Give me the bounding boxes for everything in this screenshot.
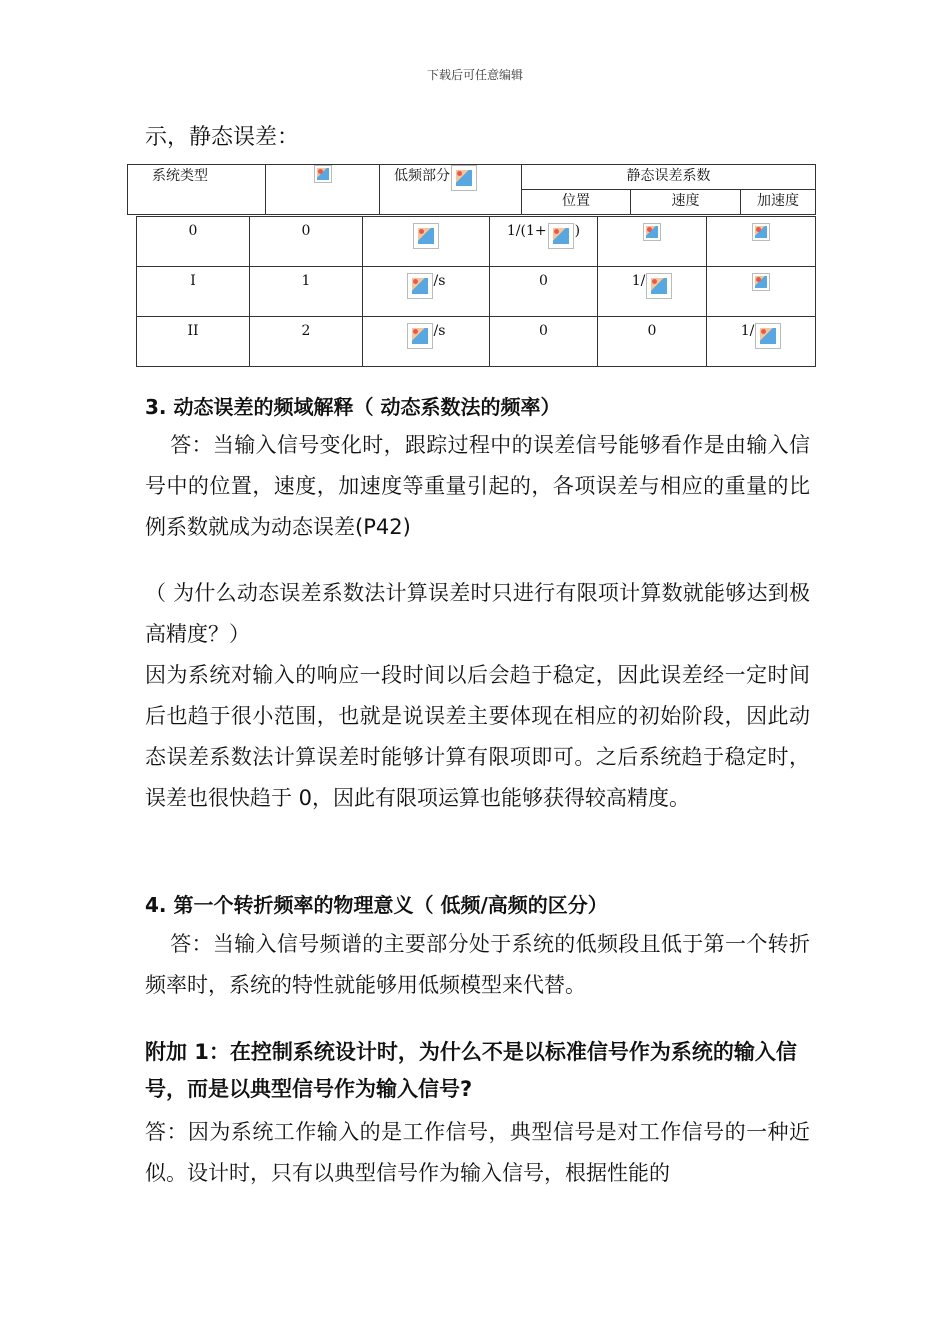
section-3-heading: 3. 动态误差的频域解释（ 动态系数法的频率） xyxy=(145,395,561,419)
header-low-freq: 低频部分 xyxy=(380,165,522,215)
table-row xyxy=(137,217,816,267)
appendix-1-answer: 答：因为系统工作输入的是工作信号，典型信号是对工作信号的一种近似。设计时，只有以典型信号作为输入信号，根据性能的 xyxy=(145,1120,810,1185)
cell-type: 0 xyxy=(137,217,250,267)
broken-image-icon xyxy=(752,223,770,241)
broken-image-icon xyxy=(407,273,433,299)
error-table-header xyxy=(127,164,816,215)
cell-type: II xyxy=(137,317,250,367)
broken-image-icon xyxy=(548,223,574,249)
cell-order: 1 xyxy=(250,267,363,317)
cell-type: I xyxy=(137,267,250,317)
cell-position: 0 xyxy=(490,267,598,317)
section-4-heading: 4. 第一个转折频率的物理意义（ 低频/高频的区分） xyxy=(145,893,608,917)
broken-image-icon xyxy=(314,165,332,183)
header-position: 位置 xyxy=(522,190,631,215)
cell-acceleration xyxy=(707,217,816,267)
header-order-cell xyxy=(266,165,380,215)
cell-order: 0 xyxy=(250,217,363,267)
cell-position: 0 xyxy=(490,317,598,367)
broken-image-icon xyxy=(646,273,672,299)
header-velocity: 速度 xyxy=(631,190,741,215)
appendix-1-heading: 附加 1：在控制系统设计时，为什么不是以标准信号作为系统的输入信号，而是以典型信号作为输入信号? xyxy=(145,1040,797,1101)
section-4-answer: 答：当输入信号频谱的主要部分处于系统的低频段且低于第一个转折频率时，系统的特性就能够用低频模型来代替。 xyxy=(145,932,810,997)
cell-order: 2 xyxy=(250,317,363,367)
cell-velocity: 0 xyxy=(598,317,707,367)
cell-acceleration: 1/ xyxy=(707,317,816,367)
cell-velocity xyxy=(598,217,707,267)
page-header: 下载后可任意编辑 xyxy=(426,68,523,82)
broken-image-icon xyxy=(407,323,433,349)
header-system-type: 系统类型 xyxy=(128,165,266,215)
table-row xyxy=(137,267,816,317)
section-3-explanation: 因为系统对输入的响应一段时间以后会趋于稳定，因此误差经一定时间后也趋于很小范围，也就是说误差主要体现在相应的初始阶段，因此动态误差系数法计算误差时能够计算有限项即可。之后系统趋于稳定时，误差也很快趋于 0，因此有限项运算也能够获得较高精度。 xyxy=(145,663,810,810)
lead-text: 示，静态误差： xyxy=(145,125,300,150)
cell-velocity: 1/ xyxy=(598,267,707,317)
error-table-body xyxy=(136,216,816,367)
broken-image-icon xyxy=(752,273,770,291)
cell-acceleration xyxy=(707,267,816,317)
cell-low-freq: /s xyxy=(363,317,490,367)
broken-image-icon xyxy=(451,165,477,191)
cell-low-freq xyxy=(363,217,490,267)
broken-image-icon xyxy=(643,223,661,241)
header-static-error: 静态误差系数 xyxy=(522,165,816,190)
cell-position: 1/(1+ ) xyxy=(490,217,598,267)
section-3-answer: 答：当输入信号变化时，跟踪过程中的误差信号能够看作是由输入信号中的位置，速度，加速度等重量引起的，各项误差与相应的重量的比例系数就成为动态误差(P42) xyxy=(145,433,810,539)
cell-low-freq: /s xyxy=(363,267,490,317)
table-row xyxy=(137,317,816,367)
header-acceleration: 加速度 xyxy=(741,190,816,215)
broken-image-icon xyxy=(755,323,781,349)
section-3-question: （ 为什么动态误差系数法计算误差时只进行有限项计算数就能够达到极高精度？） xyxy=(145,581,810,646)
broken-image-icon xyxy=(413,223,439,249)
